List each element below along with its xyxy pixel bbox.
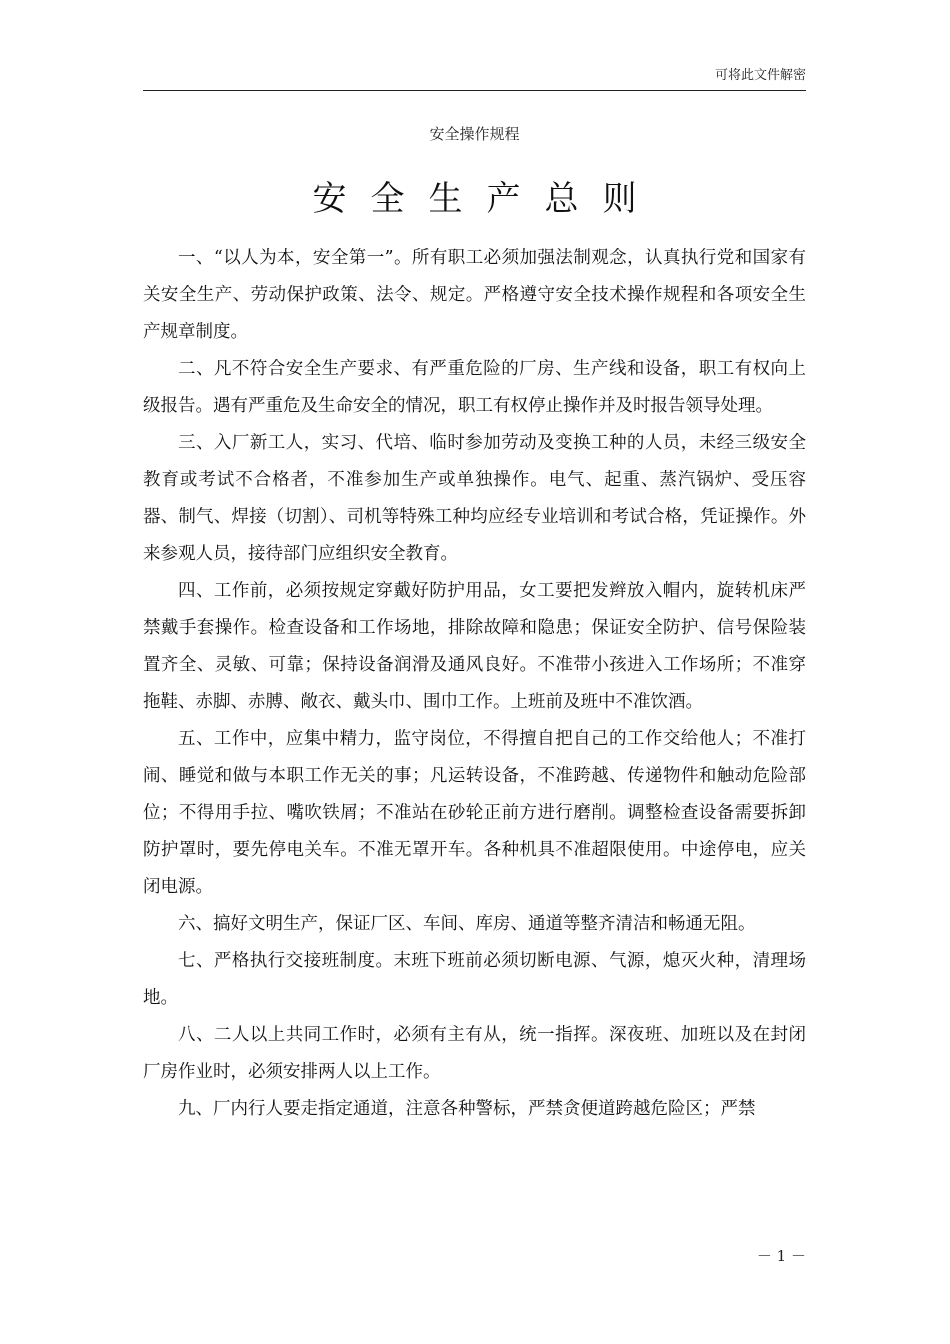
clause-1: 一、“以人为本，安全第一”。所有职工必须加强法制观念，认真执行党和国家有关安全生产、劳动保护政策、法令、规定。严格遵守安全技术操作规程和各项安全生产规章制度。 — [143, 248, 806, 342]
clause-2: 二、凡不符合安全生产要求、有严重危险的厂房、生产线和设备，职工有权向上级报告。遇有严重危及生命安全的情况，职工有权停止操作并及时报告领导处理。 — [143, 359, 806, 416]
clause-5: 五、工作中，应集中精力，监守岗位，不得擅自把自己的工作交给他人；不准打闹、睡觉和做与本职工作无关的事；凡运转设备，不准跨越、传递物件和触动危险部位；不得用手拉、嘴吹铁屑；不准站在砂轮正前方进行磨削。调整检查设备需要拆卸防护罩时，要先停电关车。不准无罩开车。各种机具不准超限使用。中途停电，应关闭电源。 — [143, 729, 806, 897]
page-header — [143, 68, 806, 91]
document-subtitle: 安全操作规程 — [429, 125, 520, 143]
clause-7: 七、严格执行交接班制度。末班下班前必须切断电源、气源，熄灭火种，清理场地。 — [143, 951, 806, 1008]
clause-3: 三、入厂新工人，实习、代培、临时参加劳动及变换工种的人员，未经三级安全教育或考试不合格者，不准参加生产或单独操作。电气、起重、蒸汽锅炉、受压容器、制气、焊接（切割）、司机等特殊工种均应经专业培训和考试合格，凭证操作。外来参观人员，接待部门应组织安全教育。 — [143, 433, 806, 564]
clause-4: 四、工作前，必须按规定穿戴好防护用品，女工要把发辫放入帽内，旋转机床严禁戴手套操作。检查设备和工作场地，排除故障和隐患；保证安全防护、信号保险装置齐全、灵敏、可靠；保持设备润滑及通风良好。不准带小孩进入工作场所；不准穿拖鞋、赤脚、赤膊、敞衣、戴头巾、围巾工作。上班前及班中不准饮酒。 — [143, 581, 806, 712]
document-title: 安全生产总则 — [312, 178, 661, 219]
clause-8: 八、二人以上共同工作时，必须有主有从，统一指挥。深夜班、加班以及在封闭厂房作业时，必须安排两人以上工作。 — [143, 1025, 806, 1082]
clause-9: 九、厂内行人要走指定通道，注意各种警标，严禁贪便道跨越危险区；严禁 — [178, 1099, 756, 1119]
page-number: － 1 － — [756, 1247, 806, 1265]
document-body — [143, 240, 806, 1128]
header-note: 可将此文件解密 — [714, 68, 806, 83]
clause-6: 六、搞好文明生产，保证厂区、车间、库房、通道等整齐清洁和畅通无阻。 — [178, 914, 756, 934]
